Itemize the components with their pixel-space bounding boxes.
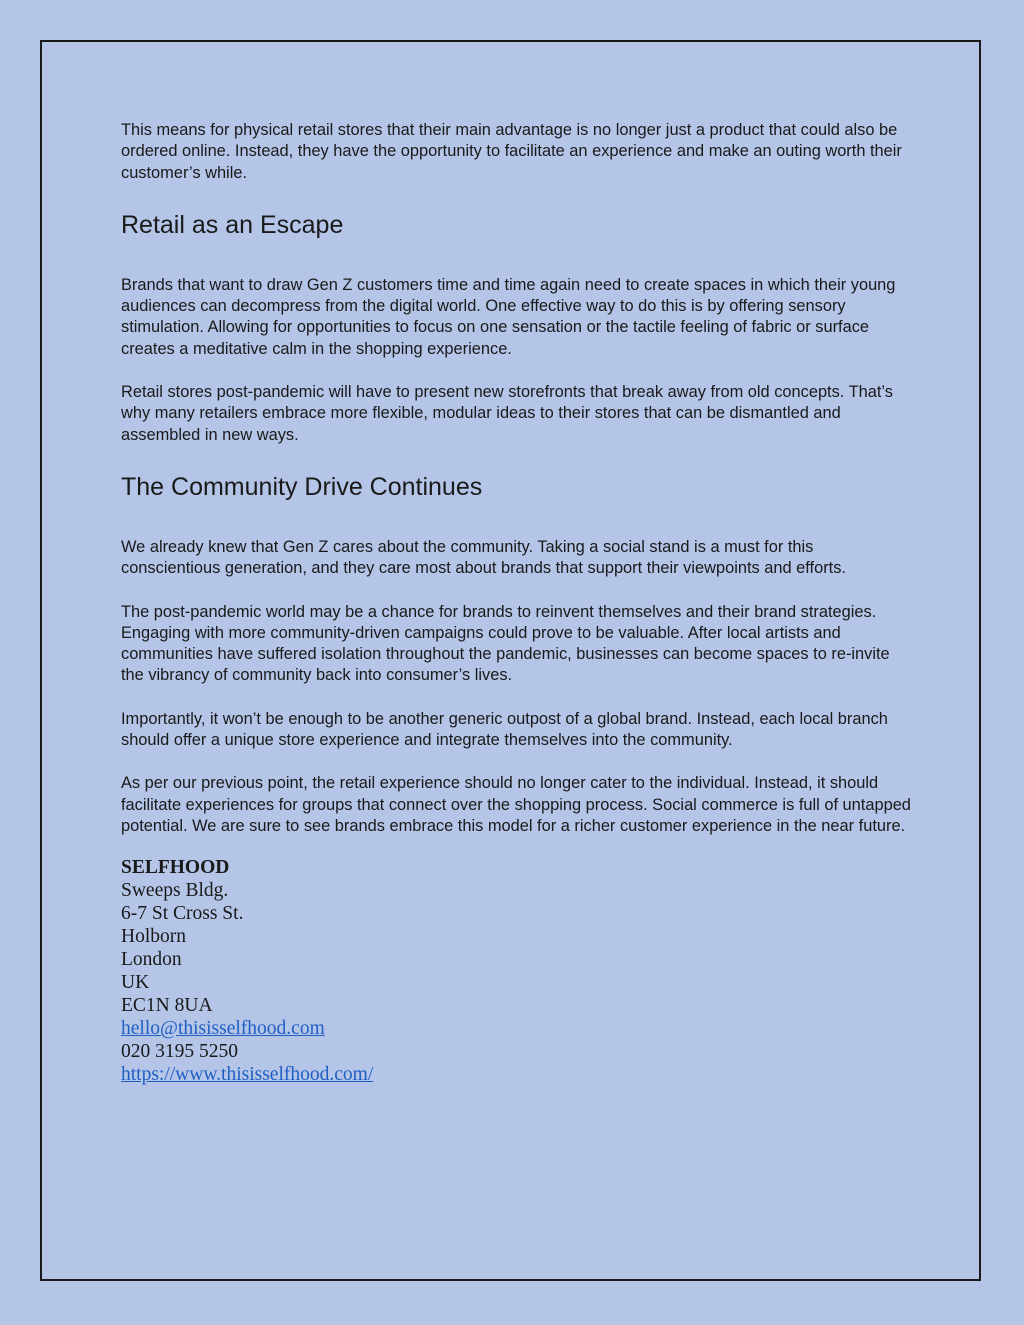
address-area: Holborn	[121, 926, 186, 948]
heading-retail-escape: Retail as an Escape	[121, 210, 344, 239]
paragraph-escape-2: Retail stores post-pandemic will have to present new storefronts that break away from old concepts. That’s why many retailers embrace more flexible, modular ideas to their stores that can be dismantled and assembled in new ways.	[121, 383, 893, 444]
paragraph-community-2: The post-pandemic world may be a chance for brands to reinvent themselves and their brand strategies. Engaging with more community-driven campaigns could prove to be valuable. After local artists and communities have suffered isolation throughout the pandemic, businesses can become spaces to re-invite the vibrancy of community back into consumer’s lives.	[121, 602, 890, 685]
intro-paragraph: This means for physical retail stores that their main advantage is no longer just a product that could also be ordered online. Instead, they have the opportunity to facilitate an experience and make an outing worth their customer’s while.	[121, 121, 902, 182]
address-postcode: EC1N 8UA	[121, 995, 213, 1017]
email-link[interactable]: hello@thisisselfhood.com	[121, 1018, 325, 1040]
paragraph-community-1: We already knew that Gen Z cares about the community. Taking a social stand is a must for this conscientious generation, and they care most about brands that support their viewpoints and efforts.	[121, 537, 846, 578]
paragraph-community-3: Importantly, it won’t be enough to be another generic outpost of a global brand. Instead, each local branch should offer a unique store experience and integrate themselves into the community.	[121, 709, 888, 750]
address-building: Sweeps Bldg.	[121, 880, 229, 902]
heading-community-drive: The Community Drive Continues	[121, 472, 483, 501]
contact-address	[121, 856, 911, 1086]
address-street: 6-7 St Cross St.	[121, 903, 244, 925]
address-country: UK	[121, 972, 150, 994]
paragraph-escape-1: Brands that want to draw Gen Z customers time and time again need to create spaces in which their young audiences can decompress from the digital world. One effective way to do this is by offering sensory stimulation. Allowing for opportunities to focus on one sensation or the tactile feeling of fabric or surface creates a meditative calm in the shopping experience.	[121, 275, 896, 358]
paragraph-community-4: As per our previous point, the retail experience should no longer cater to the individual. Instead, it should facilitate experiences for groups that connect over the shopping process. Social commerce is full of untapped potential. We are sure to see brands embrace this model for a richer customer experience in the near future.	[121, 774, 911, 835]
website-link[interactable]: https://www.thisisselfhood.com/	[121, 1064, 374, 1086]
phone-number: 020 3195 5250	[121, 1041, 238, 1063]
company-name: SELFHOOD	[121, 857, 230, 879]
address-city: London	[121, 949, 182, 971]
document-body	[121, 120, 911, 1086]
